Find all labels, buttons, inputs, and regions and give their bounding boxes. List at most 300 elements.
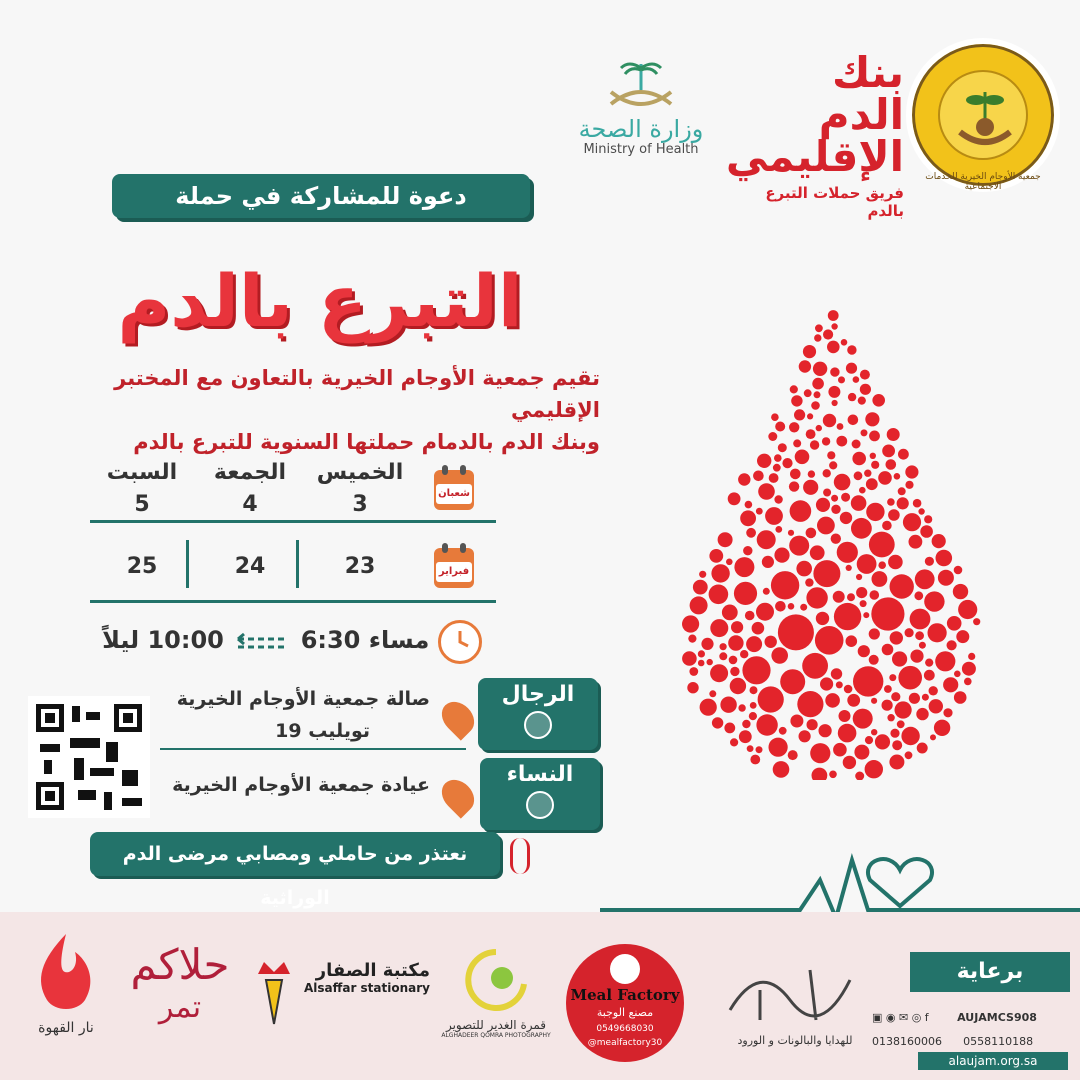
social-handle[interactable]: AUJAMCS908 [957,1011,1037,1024]
drop-bubble [903,513,921,531]
qumrat-arabic: قمرة الغدير للتصوير [445,1018,547,1032]
drop-bubble [834,603,861,630]
drop-bubble [813,560,840,587]
drop-bubble [860,370,870,380]
drop-bubble [771,571,799,599]
calligraphy-mark [720,950,870,1030]
moh-logo [566,56,716,157]
drop-bubble [778,443,787,452]
drop-bubble [915,569,935,589]
phone-number-1[interactable]: 0138160006 [872,1035,942,1048]
drop-bubble [909,535,923,549]
gregorian-calendar-icon [434,548,474,588]
drop-bubble [871,729,877,735]
drop-bubble [750,702,757,709]
drop-bubble [865,760,883,778]
blood-bank-title: بنك الدم الإقليمي [725,48,904,181]
drop-bubble [788,603,795,610]
drop-bubble [789,536,809,556]
drop-bubble [831,534,841,544]
jannat-caption: للهدايا والبالونات و الورود [737,1034,853,1047]
drop-bubble [866,503,884,521]
drop-bubble [839,710,851,722]
drop-bubble [889,755,904,770]
drop-bubble [882,445,895,458]
camera-moon-icon [456,944,536,1014]
drop-bubble [863,612,869,618]
drop-bubble [816,612,829,625]
drop-bubble [774,454,782,462]
drop-bubble [898,487,906,495]
palm-swords-icon [601,56,681,112]
gregorian-month-label: فبراير [436,562,472,582]
drop-bubble [858,645,870,657]
drop-bubble [693,580,708,595]
men-label-box [478,678,598,750]
drop-bubble [797,691,823,717]
drop-bubble [810,440,819,449]
drop-bubble [799,360,811,372]
drop-bubble [869,431,880,442]
drop-bubble [790,385,798,393]
drop-bubble [730,667,739,676]
drop-bubble [729,656,738,665]
halakom-subtitle: تمر [158,990,202,1025]
drop-bubble [864,470,871,477]
hijri-calendar-icon [434,470,474,510]
man-avatar-icon [524,711,552,739]
drop-bubble [962,662,976,676]
drop-bubble [790,500,812,522]
drop-bubble [831,495,838,502]
description-line-2: وبنك الدم بالدمام حملتها السنوية للتبرع بالدم [133,430,600,454]
drop-bubble [817,517,835,535]
sponsors-label: برعاية [910,952,1070,992]
drop-bubble [823,329,833,339]
drop-bubble [747,745,754,752]
drop-bubble [790,715,803,728]
drop-bubble [803,480,818,495]
women-location-name: عيادة جمعية الأوجام الخيرية [172,774,430,796]
drop-bubble [924,670,935,681]
drop-bubble [968,653,975,660]
drop-bubble [932,534,946,548]
drop-bubble [726,559,733,566]
drop-bubble [857,554,877,574]
drop-bubble [915,631,924,640]
drop-bubble [758,686,784,712]
drop-bubble [756,746,763,753]
drop-bubble [765,507,783,525]
drop-bubble [870,590,880,600]
drop-bubble [925,557,934,566]
alsaffar-arabic: مكتبة الصفار [315,960,430,981]
drop-bubble [905,465,918,478]
drop-bubble [914,591,923,600]
drop-bubble [905,481,913,489]
drop-bubble [800,604,807,611]
drop-bubble [829,771,837,779]
drop-bubble [917,743,928,754]
men-location-name: صالة جمعية الأوجام الخيرية [176,688,430,710]
social-row [872,1006,1070,1025]
drop-bubble [790,469,801,480]
drop-bubble [834,474,851,491]
drop-bubble [898,666,922,690]
drop-bubble [890,574,914,598]
meal-factory-arabic: مصنع الوجبة [596,1006,654,1019]
drop-bubble [815,626,844,655]
drop-bubble [947,616,962,631]
drop-bubble [892,740,902,750]
drop-bubble [882,700,893,711]
drop-bubble [871,597,904,630]
drop-bubble [738,473,750,485]
drop-bubble [913,499,922,508]
clock-icon [438,620,482,664]
drop-bubble [749,712,757,720]
drop-bubble [973,618,980,625]
women-label-box [480,758,600,830]
drop-bubble [828,386,840,398]
drop-bubble [887,428,900,441]
drop-bubble [935,651,955,671]
drop-bubble [738,704,745,711]
drop-bubble [804,389,812,397]
drop-bubble [775,601,786,612]
naar-alqahwa-logo [18,930,114,1036]
hijri-date-thursday: 3 [352,492,368,517]
drop-bubble [731,621,743,633]
drop-bubble [791,395,802,406]
drop-bubble [682,651,697,666]
drop-bubble [740,650,748,658]
drop-bubble [814,334,821,341]
drop-bubble [709,690,716,697]
drop-bubble [774,548,789,563]
woman-avatar-icon [526,791,554,819]
drop-bubble [954,566,963,575]
drop-bubble [838,376,845,383]
drop-bubble [929,686,938,695]
seal-center [938,70,1028,160]
drop-bubble [856,587,867,598]
drop-bubble [771,413,779,421]
drop-bubble [771,647,788,664]
drop-bubble [925,659,933,667]
drop-bubble [918,508,924,514]
drop-bubble [887,714,894,721]
drop-bubble [782,458,792,468]
association-seal-logo [906,38,1060,192]
drop-bubble [910,609,931,630]
drop-bubble [830,367,839,376]
drop-bubble [854,745,869,760]
drop-bubble [799,730,811,742]
drop-bubble [789,422,799,432]
drop-bubble [916,708,928,720]
drop-bubble [866,478,878,490]
drop-bubble [788,750,798,760]
drop-bubble [720,643,727,650]
drop-bubble [905,628,914,637]
drop-bubble [730,738,738,746]
drop-bubble [806,429,816,439]
men-label: الرجال [501,682,575,707]
meal-factory-name: Meal Factory [570,986,680,1004]
drop-bubble [802,653,828,679]
drop-bubble [851,518,872,539]
drop-bubble [720,697,736,713]
schedule-column-divider [186,540,189,588]
drop-bubble [763,588,770,595]
drop-bubble [887,498,895,506]
drop-bubble [812,768,828,780]
drop-bubble [709,549,723,563]
drop-bubble [779,727,787,735]
drop-bubble [816,498,830,512]
drop-bubble [701,638,713,650]
drop-bubble [890,729,899,738]
drop-bubble [719,652,727,660]
drop-bubble [700,699,717,716]
drop-bubble [892,651,907,666]
drop-bubble [724,723,735,734]
drop-bubble [690,596,708,614]
blood-bank-logo [725,48,904,220]
drop-bubble [831,505,840,514]
moh-english-name: Ministry of Health [583,142,699,157]
drop-bubble [870,453,876,459]
drop-bubble [795,450,810,465]
hands-plant-icon [940,72,1030,162]
drop-bubble [853,709,873,729]
drop-bubble [745,501,753,509]
drop-bubble [796,561,812,577]
blood-bank-subtitle: فريق حملات التبرع بالدم [765,184,904,220]
gregorian-date-friday: 24 [234,554,266,579]
drop-bubble [919,642,926,649]
campaign-title: التبرع بالدم [117,259,523,343]
drop-bubble [872,394,885,407]
drop-bubble [943,708,952,717]
drop-bubble [753,471,764,482]
drop-bubble [734,557,754,577]
drop-bubble [884,685,892,693]
drop-bubble [964,678,972,686]
drop-bubble [871,461,879,469]
drop-bubble [707,659,713,665]
drop-bubble [848,415,859,426]
drop-bubble [856,574,862,580]
drop-bubble [682,615,699,632]
gregorian-date-saturday: 25 [126,554,158,579]
drop-bubble [859,487,866,494]
drop-bubble [769,738,788,757]
drop-bubble [855,772,864,781]
drop-bubble [872,571,888,587]
drop-bubble [854,471,863,480]
drop-bubble [958,600,977,619]
description-line-1: تقيم جمعية الأوجام الخيرية بالتعاون مع المختبر الإقليمي [114,366,600,422]
drop-bubble [811,401,820,410]
naar-alqahwa-name: نار القهوة [38,1020,94,1036]
meal-factory-handle: @mealfactory30 [587,1038,663,1048]
crown-pen-icon [254,960,294,1030]
chef-icon [610,954,640,984]
drop-bubble [934,720,950,736]
drop-bubble [891,692,900,701]
drop-bubble [837,542,858,563]
drop-bubble [943,677,958,692]
drop-bubble [815,324,823,332]
hijri-month-label: شعبان [436,484,472,504]
drop-bubble [847,593,855,601]
drop-bubble [860,600,867,607]
drop-bubble [858,397,866,405]
drop-bubble [757,454,771,468]
drop-bubble [875,734,890,749]
drop-bubble [851,495,867,511]
hijri-date-saturday: 5 [134,492,150,517]
drop-bubble [820,677,833,690]
map-pin-icon [435,773,480,818]
schedule-column-divider [296,540,299,588]
drop-bubble [846,565,852,571]
drop-bubble [687,682,698,693]
drop-bubble [823,489,831,497]
drop-bubble [861,429,868,436]
drop-bubble [778,614,814,650]
drop-bubble [936,550,953,567]
drop-bubble [775,526,782,533]
drop-bubble [924,515,932,523]
drop-bubble [743,546,752,555]
drop-bubble [831,668,842,679]
drop-bubble [889,674,896,681]
gregorian-date-thursday: 23 [344,554,376,579]
schedule-divider-top [90,520,496,523]
drop-bubble [920,525,933,538]
drop-bubble [897,720,905,728]
drop-bubble [871,698,877,704]
drop-bubble [852,452,866,466]
drop-bubble [688,635,696,643]
drop-bubble [774,495,782,503]
drop-bubble [773,761,790,778]
drop-bubble [928,623,947,642]
drop-bubble [805,578,813,586]
drop-bubble [742,720,750,728]
drop-bubble [756,603,774,621]
drop-bubble [758,483,775,500]
drop-bubble [865,412,879,426]
drop-bubble [810,743,830,763]
drop-bubble [780,669,805,694]
halakom-logo [120,940,240,1026]
drop-bubble [833,743,847,757]
drop-bubble [836,436,847,447]
end-time: 10:00 ليلاً [102,626,224,654]
drop-bubble [930,734,936,740]
drop-bubble [689,667,698,676]
drop-bubble [745,611,755,621]
drop-bubble [739,730,752,743]
drop-bubble [773,464,781,472]
drop-bubble [709,585,729,605]
drop-bubble [846,363,857,374]
drop-bubble [712,717,723,728]
drop-bubble [718,532,733,547]
invitation-banner: دعوة للمشاركة في حملة [112,174,530,218]
start-time: 6:30 مساء [300,626,430,654]
drop-bubble [823,469,831,477]
men-location-street: تويليب 19 [275,720,370,742]
drop-bubble [822,437,830,445]
social-icons: ▣ ◉ ✉ ◎ f [872,1011,929,1024]
drop-bubble [756,508,763,515]
drop-bubble [765,636,777,648]
drop-bubble [882,521,892,531]
drop-bubble [728,492,741,505]
drop-bubble [847,694,860,707]
phone-number-2[interactable]: 0558110188 [963,1035,1034,1048]
drop-bubble [756,714,777,735]
drop-bubble [837,423,844,430]
drop-bubble [922,694,929,701]
drop-bubble [710,619,728,637]
drop-bubble [853,666,883,696]
blood-drop-bubbles [670,310,990,780]
drop-bubble [897,497,909,509]
drop-bubble [746,636,762,652]
drop-bubble [882,644,894,656]
drop-bubble [888,555,903,570]
drop-bubble [843,756,856,769]
campaign-description [40,362,600,458]
drop-bubble [831,323,837,329]
meal-factory-logo [566,944,684,1062]
drop-bubble [833,591,845,603]
halakom-arabic: حلاكم [130,940,230,989]
flame-icon [31,930,101,1016]
drop-bubble [698,660,705,667]
drop-bubble [710,664,728,682]
drop-bubble [812,378,824,390]
drop-bubble [794,409,805,420]
blood-drop-illustration [670,310,990,780]
seal-text: جمعية الأوجام الخيرية للخدمات الاجتماعية [925,172,1041,192]
drop-bubble [947,640,957,650]
drop-bubble [878,471,892,485]
drop-bubble [954,671,961,678]
women-label: النساء [506,762,574,787]
drop-bubble [869,655,879,665]
drop-bubble [740,510,756,526]
qr-code[interactable] [28,696,150,818]
meal-factory-phone: 0549668030 [596,1024,654,1034]
drop-bubble [869,628,880,639]
drop-bubble [816,425,822,431]
dna-icon [510,838,530,874]
drop-bubble [836,681,843,688]
drop-bubble [938,570,954,586]
drop-bubble [827,341,840,354]
drop-bubble [734,582,757,605]
drop-bubble [827,451,835,459]
website-link[interactable]: alaujam.org.sa [918,1052,1068,1070]
drop-bubble [728,635,743,650]
